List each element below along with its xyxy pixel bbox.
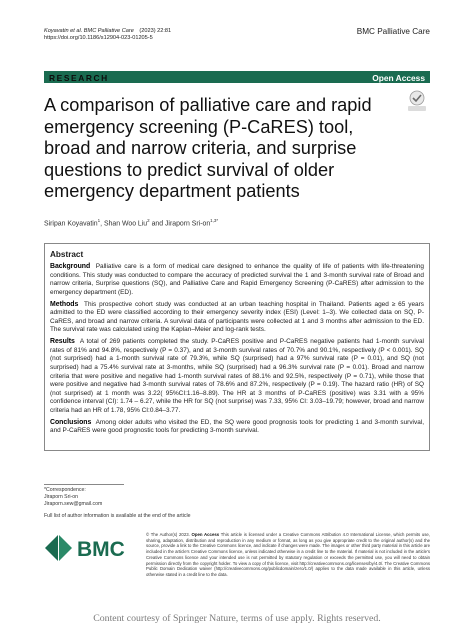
methods-text: This prospective cohort study was conducted at an urban teaching hospital in Thailand. Patients aged ≥ 65 years admitted to the ED were classified according to their emergency severity index (ESI) (Level: 1–3). We collected data on SQ, P-CaRES, and broad and narrow criteria. A survival data of participants were collected at 1 and 3 months after admission to the ED. The survival rate was calculated using the Kaplan–Meier and log-rank tests. — [50, 300, 424, 334]
abstract-methods — [50, 301, 424, 335]
license-holder: © The Author(s) 2023. — [146, 532, 190, 537]
conclusions-text: Among older adults who visited the ED, the SQ were good prognosis tools for predicting 1 and 3-month survival, and P-CaRES were good prognostic tools for predicting 3-month survival. — [50, 418, 424, 435]
correspondence-email[interactable]: Jiraporn.sew@gmail.com — [44, 500, 103, 507]
license-text: This article is licensed under a Creative Commons Attribution 4.0 International License, which permits use, sharing, adaptation, distribution and reproduction in any medium or format, as long as you give appropriate credit to the original author(s) and the source, provide a link to the Creative Commons licence, and indicate if changes were made. The images or other third party material in this article are included in the article's Creative Commons licence, unless indicated otherwise in a credit line to the material. If material is not included in the article's Creative Commons licence and your intended use is not permitted by statutory regulation or exceeds the permitted use, you will need to obtain permission directly from the copyright holder. To view a copy of this licence, visit http://creativecommons.org/licenses/by/4.0/. The Creative Commons Public Domain Dedication waiver (http://creativecommons.org/publicdomain/zero/1.0/) applies to the data made available in this article, unless otherwise stated in a credit line to the data. — [146, 532, 431, 577]
results-label: Results — [50, 338, 75, 346]
background-label: Background — [50, 263, 91, 270]
article-type-label: RESEARCH — [49, 72, 109, 83]
abstract-heading: Abstract — [50, 250, 84, 259]
doi-link[interactable]: https://doi.org/10.1186/s12904-023-01205-5 — [44, 35, 153, 42]
abstract-results — [50, 338, 424, 415]
author-name[interactable]: Siripan Koyavatin — [44, 220, 98, 228]
citation-authors: Koyavatin et al. BMC Palliative Care — [44, 28, 134, 34]
author-affiliation: 2 — [147, 218, 150, 223]
bmc-logo-text: BMC — [77, 538, 125, 561]
abstract-conclusions — [50, 419, 424, 436]
article-type-band — [44, 71, 430, 83]
article-title: A comparison of palliative care and rapid emergency screening (P-CaRES) tool, broad and narrow criteria, and surprise questions to predict survival of older emergency department patients — [44, 95, 372, 202]
background-text: Palliative care is a form of medical care designed to enhance the quality of life of patients with life-threatening conditions. This study was conducted to compare the accuracy of predicted survival the 1 and 3-month survival rate of Broad and narrow criteria, Surprise questions (SQ), and Palliative Care and Rapid Emergency Screening (P-CaRES) after admission to the emergency department (ED). — [50, 263, 425, 296]
springer-courtesy-footer: Content courtesy of Springer Nature, terms of use apply. Rights reserved. — [93, 613, 381, 624]
author-affiliation: 1 — [97, 218, 101, 223]
correspondence-name: Jiraporn Sri-on — [44, 493, 79, 500]
license-statement — [146, 532, 430, 578]
bmc-logo-icon — [45, 535, 137, 561]
conclusions-label: Conclusions — [50, 418, 92, 426]
citation-year: (2023) 22:81 — [139, 28, 172, 34]
methods-label: Methods — [50, 300, 79, 308]
author-name[interactable]: , Shan Woo Liu — [100, 220, 148, 228]
author-affiliation: 1,3* — [210, 218, 219, 223]
running-header-citation — [44, 28, 175, 43]
author-list — [44, 218, 218, 227]
open-access-label: Open Access — [372, 72, 425, 83]
journal-name: BMC Palliative Care — [356, 27, 430, 36]
correspondence-label: *Correspondence: — [44, 487, 86, 493]
results-text: A total of 269 patients completed the study. P-CaRES positive and P-CaRES negative patients had 1-month survival rates of 81% and 94.8%, respectively (P = 0.37), and at 3-month survival rates of 70.7% and 90.1%, respectively (P < 0.001). SQ (not surprised) had a 1-month survival rate of 79.3%, while SQ (surprised) had a 97% survival rate (P = 0.01), and SQ (not surprised) had a 75.4% survival rate at 3-months, while SQ (surprised) had a 96.3% survival rate (P = 0.01). Broad and narrow criteria that were positive and negative had 1-month survival rates of 88.1% and 92.5%, respectively (P = 0.71), while those that were positive and negative had 3-month survival rates of 78.6% and 87.2%, respectively (P = 0.19). The hazard ratio (HR) of SQ (not surprised) at 1 month was 3.22( 95%CI:1.16–8.89). The HR at 3 months of P-CaRES (positive) was 3.31 with a 95% confidence interval (CI): 1.74 – 6.27, while the HR for SQ (not surprise) was 7.33, 95% CI: 3.03–19.79; however, broad and narrow criteria had an HR of 1.78, 95% CI:0.84–3.77. — [50, 338, 424, 414]
author-info-note: Full list of author information is available at the end of the article — [44, 513, 191, 519]
check-for-updates-icon[interactable] — [405, 90, 429, 112]
correspondence-block — [44, 487, 102, 507]
abstract-background — [50, 263, 424, 297]
correspondence-divider — [44, 484, 124, 485]
abstract-box — [44, 243, 430, 451]
author-name[interactable]: and Jiraporn Sri-on — [149, 220, 211, 228]
license-open-access: Open Access — [191, 532, 220, 537]
